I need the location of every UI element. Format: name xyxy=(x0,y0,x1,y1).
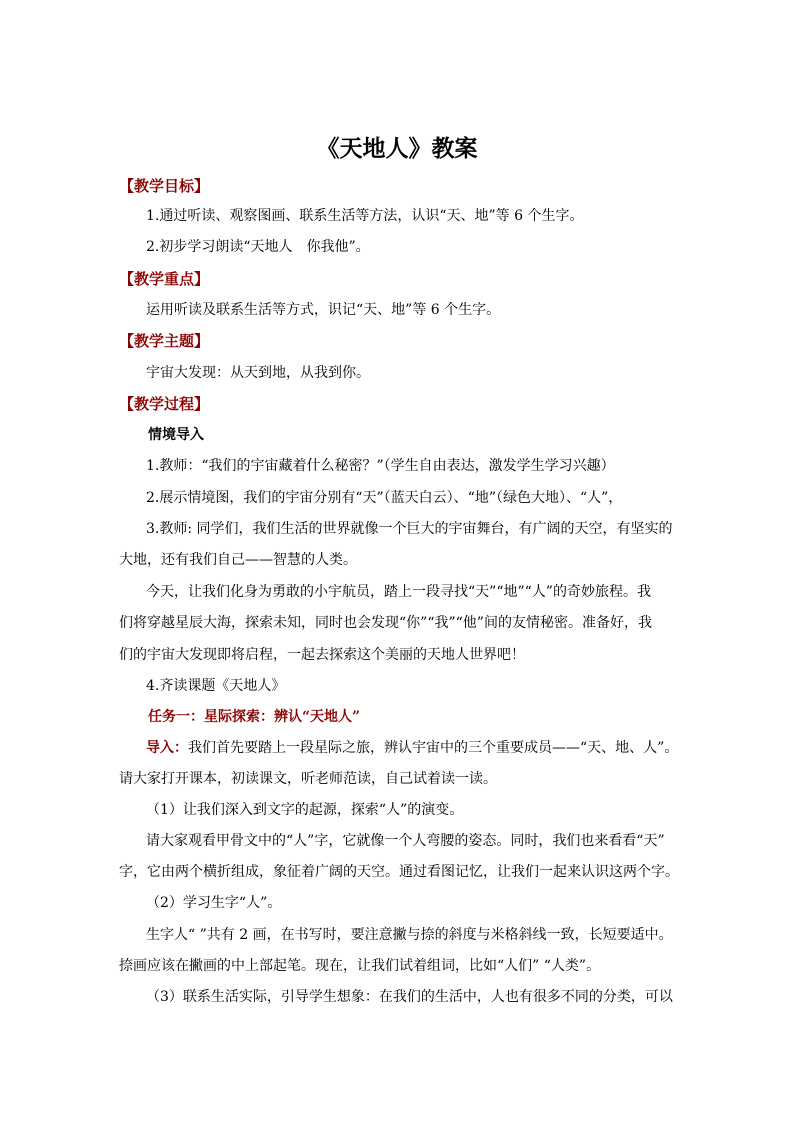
process-step-2: 2.展示情境图，我们的宇宙分别有“天”（蓝天白云）、“地”（绿色大地）、“人”， xyxy=(146,490,623,506)
task1-sub2: （2）学习生字“人”。 xyxy=(146,895,282,911)
task1-sub1: （1）让我们深入到文字的起源，探索“人”的演变。 xyxy=(146,802,464,818)
heading-theme: 【教学主题】 xyxy=(119,332,210,350)
process-step-3: 3.教师: 同学们，我们生活的世界就像一个巨大的宇宙舞台，有广阔的天空，有坚实的 xyxy=(146,521,673,537)
task1-lead-text: 我们首先要踏上一段星际之旅，辨认宇宙中的三个重要成员——“天、地、人”。 xyxy=(188,740,679,756)
focus-text: 运用听读及联系生活等方式，识记“天、地”等 6 个生字。 xyxy=(146,302,501,318)
goal-item-2: 2.初步学习朗读“天地人 你我他”。 xyxy=(146,239,370,255)
para-line-2: 们将穿越星辰大海，探索未知，同时也会发现“你”“我”“他”间的友情秘密。准备好，我 xyxy=(119,615,652,631)
heading-process: 【教学过程】 xyxy=(119,395,210,413)
task1-sub3: （3）联系生活实际，引导学生想象：在我们的生活中，人也有很多不同的分类，可以 xyxy=(146,989,673,1005)
task1-sub1-para-1: 请大家观看甲骨文中的“人”字，它就像一个人弯腰的姿态。同时，我们也来看看“天” xyxy=(146,833,665,849)
para-line-3: 们的宇宙大发现即将启程，一起去探索这个美丽的天地人世界吧！ xyxy=(119,647,525,663)
task1-sub2-para-1: 生字人“ ”共有 2 画，在书写时，要注意撇与捺的斜度与米格斜线一致，长短要适中。 xyxy=(146,927,673,943)
task1-lead-line-2: 请大家打开课本，初读课文，听老师范读，自己试着读一读。 xyxy=(119,771,497,787)
document-title: 《天地人》教案 xyxy=(316,135,478,162)
process-step-1: 1.教师：“我们的宇宙藏着什么秘密？”（学生自由表达，激发学生学习兴趣） xyxy=(146,458,615,474)
process-step-4: 4.齐读课题《天地人》 xyxy=(146,678,286,694)
task1-sub1-para-2: 字，它由两个横折组成，象征着广阔的天空。通过看图记忆，让我们一起来认识这两个字。 xyxy=(119,864,679,880)
task1-title: 任务一：星际探索：辨认“天地人” xyxy=(148,709,361,725)
theme-text: 宇宙大发现：从天到地，从我到你。 xyxy=(146,365,370,381)
process-step-3-cont: 大地，还有我们自己——智慧的人类。 xyxy=(119,552,357,568)
task1-lead-line-1 xyxy=(146,738,678,758)
intro-title: 情境导入 xyxy=(148,427,204,443)
heading-goals: 【教学目标】 xyxy=(119,177,210,195)
para-line-1: 今天，让我们化身为勇敢的小宇航员，踏上一段寻找“天”“地”“人”的奇妙旅程。我 xyxy=(146,584,651,600)
task1-sub2-para-2: 捺画应该在撇画的中上部起笔。现在，让我们试着组词，比如“人们” “人类”。 xyxy=(119,958,601,974)
heading-focus: 【教学重点】 xyxy=(119,270,210,288)
task1-lead-label: 导入： xyxy=(146,740,188,756)
goal-item-1: 1.通过听读、观察图画、联系生活等方法，认识“天、地”等 6 个生字。 xyxy=(146,208,584,224)
